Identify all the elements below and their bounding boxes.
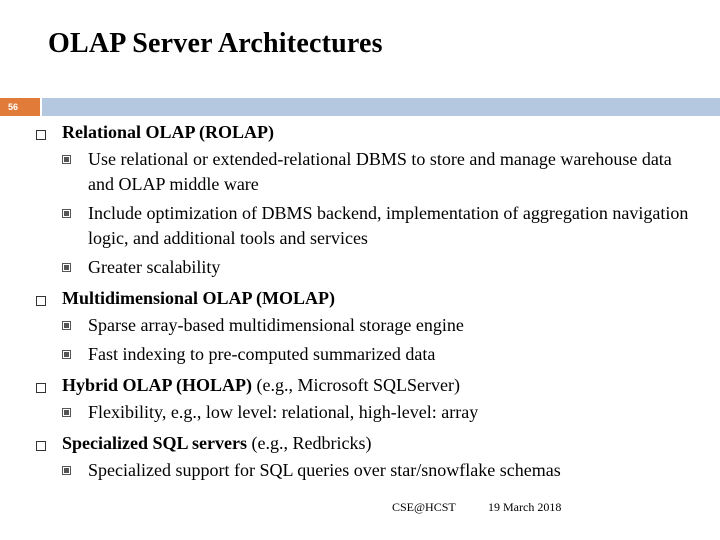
bullet-rolap — [36, 122, 696, 280]
hollow-square-bullet-icon — [36, 296, 46, 306]
bullet-detail: (e.g., Microsoft SQLServer) — [252, 375, 460, 395]
bullet-holap — [36, 375, 696, 425]
sub-bullet-list — [62, 313, 696, 367]
bullet-heading: Specialized SQL servers — [62, 433, 247, 453]
filled-square-bullet-icon — [62, 466, 71, 475]
filled-square-bullet-icon — [62, 321, 71, 330]
filled-square-bullet-icon — [62, 155, 71, 164]
sub-bullet-list — [62, 400, 696, 425]
bullet-molap — [36, 288, 696, 367]
sub-bullet-text: Flexibility, e.g., low level: relational, high-level: array — [88, 402, 479, 422]
sub-bullet — [62, 313, 696, 338]
bullet-specialized-sql — [36, 433, 696, 483]
sub-bullet-list — [62, 147, 696, 280]
sub-bullet-text: Fast indexing to pre-computed summarized data — [88, 344, 436, 364]
sub-bullet-text: Sparse array-based multidimensional storage engine — [88, 315, 464, 335]
hollow-square-bullet-icon — [36, 441, 46, 451]
bullet-heading: Hybrid OLAP (HOLAP) — [62, 375, 253, 395]
sub-bullet — [62, 201, 696, 251]
sub-bullet — [62, 147, 696, 197]
sub-bullet — [62, 342, 696, 367]
sub-bullet — [62, 400, 696, 425]
sub-bullet-text: Use relational or extended-relational DBMS to store and manage warehouse data and OLAP middle ware — [88, 149, 672, 194]
slide-number: 56 — [0, 98, 40, 116]
bullet-heading: Multidimensional OLAP (MOLAP) — [62, 288, 336, 308]
sub-bullet-text: Specialized support for SQL queries over star/snowflake schemas — [88, 460, 561, 480]
sub-bullet — [62, 255, 696, 280]
sub-bullet-list — [62, 458, 696, 483]
sub-bullet-text: Greater scalability — [88, 257, 221, 277]
sub-bullet — [62, 458, 696, 483]
bullet-detail: (e.g., Redbricks) — [246, 433, 372, 453]
footer-date: 19 March 2018 — [488, 500, 562, 514]
hollow-square-bullet-icon — [36, 383, 46, 393]
filled-square-bullet-icon — [62, 263, 71, 272]
footer-source: CSE@HCST — [392, 500, 456, 514]
header-bar — [0, 98, 720, 116]
bullet-heading: Relational OLAP (ROLAP) — [62, 122, 274, 142]
hollow-square-bullet-icon — [36, 130, 46, 140]
filled-square-bullet-icon — [62, 350, 71, 359]
sub-bullet-text: Include optimization of DBMS backend, implementation of aggregation navigation logic, and additional tools and services — [88, 203, 689, 248]
slide-title: OLAP Server Architectures — [48, 28, 383, 59]
filled-square-bullet-icon — [62, 408, 71, 417]
bullet-list — [36, 122, 696, 491]
filled-square-bullet-icon — [62, 209, 71, 218]
header-bar-fill — [42, 98, 720, 116]
